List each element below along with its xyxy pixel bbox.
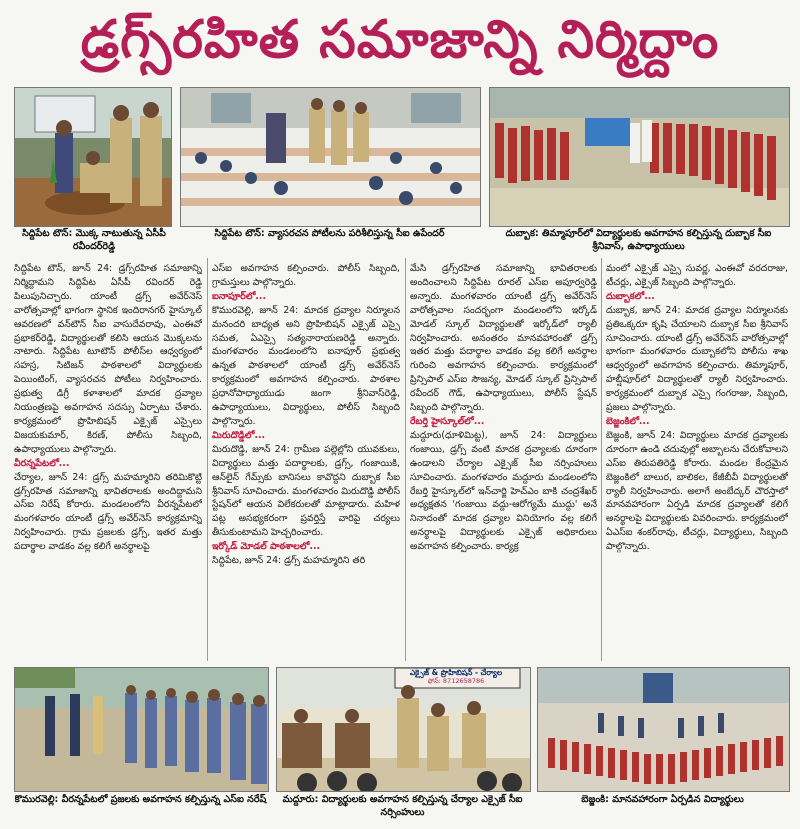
photo-essay-competition bbox=[180, 87, 481, 227]
article-paragraph: మేసి డ్రగ్స్‌రహిత సమాజాన్ని భావితరాలకు అందించాలని సిద్దిపేట రూరల్ ఎస్‌ఐ అపూర్వరెడ్డి అన్నారు. మంగళవారం యాంటీ డ్రగ్స్ అవేర్‌నెస్ వారోత్సవాల సందర్భంగా మండలంలోని ఇర్కోడ్ మోడల్ స్కూల్ విద్యార్థులతో ఇర్కోడ్‌లో ర్యాలీ నిర్వహించారు. అనంతరం మానవహారంతో డ్రగ్స్ ఇతర మత్తు పదార్థాల వాడకం వల్ల కలిగే అనర్థాల గురించి అవగాహన కల్పించారు. కార్యక్రమంలో ప్రిన్సిపాల్ ఎస్‌ఐ సౌజన్య, మోడల్ స్కూల్ ప్రిన్సిపాల్ రవీందర్ గౌడ్, ఉపాధ్యాయులు, పోలీస్ స్టేషన్ సిబ్బంది పాల్గొన్నారు. bbox=[410, 263, 597, 414]
article-paragraph: సిద్దిపేట టౌన్, జూన్ 24: డ్రగ్స్‌రహిత సమాజాన్ని నిర్మిద్దామని సిద్దిపేట ఏసీపీ రవిందర్ రెడ్డి పిలుపునిచ్చారు. యాంటీ డ్రగ్స్ అవేర్‌నెస్ వారోత్సవాల్లో భాగంగా స్థానిక ఇందిరానగర్ హైస్కూల్ ఆవరణలో వన్‌టౌన్ సీఐ వాసుదేవరావు, ఎంఈవో ప్రభాకర్‌రెడ్డి, విద్యార్థులతో కలిసి ఆయన మొక్కలను నాటారు. సిద్దిపేట టూటౌన్ పోలీస్‌ల ఆధ్వర్యంలో సహస్ర, సిటిజన్ పాఠశాలలో విద్యార్థులకు పెయింటింగ్, వ్యాసరచన పోటీలు నిర్వహించారు. ప్రభుత్వ డిగ్రీ కళాశాలలో మాదక ద్రవ్యాల నియంత్రణపై అవగాహన సదస్సు ఏర్పాటు చేశారు. కార్యక్రమంలో ప్రొహిబిషన్ ఎక్సైజ్ ఎస్సైలు విజయకుమార్, కిరణ్, పోలీసు సిబ్బంది, ఉపాధ్యాయులు పాల్గొన్నారు. bbox=[14, 263, 202, 455]
article-subheading: వీరన్నపేటలో... bbox=[14, 457, 70, 469]
article-column-3 bbox=[410, 262, 597, 662]
headline: డ్రగ్స్‌రహిత సమాజాన్ని నిర్మిద్దాం bbox=[80, 10, 720, 70]
article-column-1 bbox=[14, 262, 202, 662]
article-subheading: ఐనాపూర్‌లో... bbox=[212, 290, 266, 302]
article-column-4 bbox=[606, 262, 788, 662]
article-paragraph: దుబ్బాక, జూన్ 24: మాదక ద్రవ్యాల నిర్మూలనకు ప్రతిఒక్కరూ కృషి చేయాలని దుబ్బాక సీఐ శ్రీనివాస్ సూచించారు. యాంటీ డ్రగ్స్ అవేర్‌నెస్ వారోత్సవాల్లో భాగంగా మంగళవారం దుబ్బాకలోని పోలీసు శాఖ ఆధ్వర్యంలో అవగాహన కల్పించారు. తిమ్మాపూర్, హబ్షీపూర్‌లో విద్యార్థులతో ర్యాలీ నిర్వహించారు. కార్యక్రమంలో దుబ్బాక ఎస్సై గంగరాజు, సిబ్బంది, ప్రజలు పాల్గొన్నారు. bbox=[606, 304, 788, 414]
excise-banner-phone: ఫోన్: 8712658786 bbox=[427, 677, 485, 685]
article-subheading: రేబర్తి హైస్కూల్‌లో... bbox=[410, 415, 485, 427]
article-paragraph: మిరుదొడ్డి, జూన్ 24: గ్రామీణ పల్లెల్లోని యువకులు, విద్యార్థులు మత్తు పదార్థాలకు, డ్రగ్స్, గంజాయికి, ఆన్‌లైన్ గేమ్స్‌కు బానిసలు కావొద్దని దుబ్బాక సీఐ శ్రీనివాస్ సూచించారు. మంగళవారం మిరుదొడ్డి పోలీస్ స్టేషన్‌లో ఆయన విలేకరులతో మాట్లాడారు. మహిళ పట్ల అసభ్యకరంగా ప్రవర్తిస్తే వారిపై చర్యలు తీసుకుంటామని హెచ్చరించారు. bbox=[212, 443, 400, 539]
article-subheading: మిరుదొడ్డిలో... bbox=[212, 429, 266, 441]
photo-caption: మద్దూరు: విద్యార్థులకు అవగాహన కల్పిస్తున్న చేర్యాల ఎక్సైజ్ సీఐ నర్సింహులు bbox=[282, 794, 523, 818]
article-column-2 bbox=[212, 262, 400, 662]
article-paragraph: సిద్దిపేట, జూన్ 24: డ్రగ్స్ మహమ్మారిని తరి bbox=[212, 555, 366, 567]
article-paragraph: ఎస్‌ఐ అవగాహన కల్పించారు. పోలీస్ సిబ్బంది, గ్రామస్తులు పాల్గొన్నారు. bbox=[212, 263, 400, 288]
photo-caption: కొమురవెల్లి: వీరన్నపేటలో ప్రజలకు అవగాహన కల్పిస్తున్న ఎస్‌ఐ నరేష్ bbox=[14, 794, 267, 805]
photo-village-awareness bbox=[14, 667, 269, 792]
photo-tree-planting bbox=[14, 87, 172, 227]
photo-caption: సిద్దిపేట టౌన్: మొక్క నాటుతున్న ఏసీపీ రవీందర్‌రెడ్డి bbox=[22, 228, 166, 252]
article-paragraph: కొమురవెల్లి, జూన్ 24: మాదక ద్రవ్యాల నిర్మూలన మనందరి బాధ్యత అని ప్రొహిబిషన్ ఎక్సైజ్ ఎస్సై సమత, ఏఎస్సై సత్యనారాయణరెడ్డి అన్నారు. మంగళవారం మండలంలోని ఐనాపూర్ ప్రభుత్వ ఉన్నత పాఠశాలలో యాంటీ డ్రగ్స్ అవేర్‌నెస్ కార్యక్రమంలో అవగాహన కల్పించారు. పాఠశాల ప్రధానోపాధ్యాయుడు జంగా శ్రీనివాస్‌రెడ్డి, ఉపాధ్యాయులు, విద్యార్థులు, పోలీస్ సిబ్బంది పాల్గొన్నారు. bbox=[212, 304, 400, 427]
article-subheading: బెజ్జంకిలో... bbox=[606, 415, 650, 427]
photo-caption: సిద్దిపేట టౌన్: వ్యాసరచన పోటీలను పరిశీలిస్తున్న సీఐ ఉపేందర్ bbox=[214, 228, 445, 239]
article-paragraph: మద్దూరు(ధూళిమిట్ట), జూన్ 24: విద్యార్థులు గంజాయి, డ్రగ్స్ వంటి మాదక ద్రవ్యాలకు దూరంగా ఉండాలని చేర్యాల ఎక్సైజ్ సీఐ నర్సింహులు సూచించారు. మంగళవారం మద్దూరు మండలంలోని రేబర్తి హైస్కూల్‌లో ఇన్‌చార్జి హెచ్‌ఎం బాకి చంద్రశేఖర్ అధ్యక్షతన 'గంజాయి వద్దు-ఆరోగ్యమే ముద్దు' అనే నినాదంతో మాదక ద్రవ్యాల వినియోగం వల్ల కలిగే అనర్థాలపై విద్యార్థులకు ఎక్సైజ్ అధికారులు అవగాహన కల్పించారు. కార్యక్ర bbox=[410, 429, 597, 553]
article-subheading: ఇర్కోడ్ మోడల్ పాఠశాలలో... bbox=[212, 541, 321, 553]
photo-caption: దుబ్బాక: తిమ్మాపూర్‌లో విద్యార్థులకు అవగాహన కల్పిస్తున్న దుబ్బాక సీఐ శ్రీనివాస్, ఉపాధ్యాయులు bbox=[505, 228, 772, 252]
photo-human-chain bbox=[537, 667, 790, 792]
excise-banner bbox=[394, 668, 518, 686]
article-subheading: దుబ్బాకలో... bbox=[606, 290, 655, 302]
article-paragraph: మంలో ఎక్సైజ్ ఎస్సై సువర్ణ, ఎంఈవో వరదరాజు, టీచర్లు, ఎక్సైజ్ సిబ్బంది పాల్గొన్నారు. bbox=[606, 263, 788, 288]
photo-caption: బెజ్జంకి: మానవహారంగా ఏర్పడిన విద్యార్థులు bbox=[581, 794, 744, 805]
article-paragraph: బెజ్జంకి, జూన్ 24: విద్యార్థులు మాదక ద్రవ్యాలకు దూరంగా ఉండి చదువుల్లో అబ్బాలను చేరుకోవాలని ఎస్‌ఐ తిరుపతిరెడ్డి కోరారు. మండల కేంద్రమైన బెజ్జంకిలో బాలుర, బాలికల, కేజీబీవీ విద్యార్థులతో ర్యాలీ నిర్వహించారు. అలాగే అంబేద్కర్ చౌరస్తాలో మానవహారంగా ఏర్పడి మాదక ద్రవ్యాలతో కలిగే అనర్థాలపై విద్యార్థులకు వివరించారు. కార్యక్రమంలో ఏఎస్‌ఐ శంకర్‌రావు, టీచర్లు, విద్యార్థులు, సిబ్బంది పాల్గొన్నారు. bbox=[606, 429, 788, 553]
article-paragraph: చేర్యాల, జూన్ 24: డ్రగ్స్ మహమ్మారిని తరిమికొట్టి డ్రగ్స్‌రహిత సమాజాన్ని భావితరాలకు అందిద్దామని ఎస్‌ఐ నిరేష్ కోరారు. మండలంలోని వీరన్నపేటలో మంగళవారం యాంటీ డ్రగ్స్ అవేర్‌నెస్ కార్యక్రమాన్ని నిర్వహించారు. గ్రామ ప్రజలకు డ్రగ్స్, ఇతర మత్తు పదార్థాల వాడకం వల్ల కలిగే అనర్థాలపై bbox=[14, 471, 202, 553]
photo-school-rally bbox=[489, 87, 790, 227]
column-divider bbox=[601, 258, 602, 661]
excise-banner-title: ఎక్సైజ్ & ప్రొహిబిషన్ - చేర్యాల bbox=[409, 668, 503, 677]
column-divider bbox=[207, 258, 208, 661]
column-divider bbox=[405, 258, 406, 661]
